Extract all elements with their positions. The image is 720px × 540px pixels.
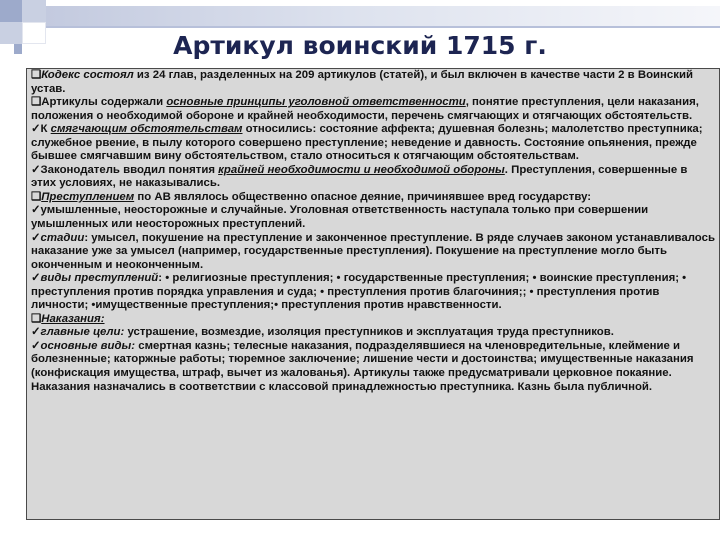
checkmark-bullet-icon: ✓ <box>31 204 41 217</box>
checkmark-bullet-icon: ✓ <box>31 231 41 244</box>
header-gradient-bar <box>46 6 720 26</box>
body-text: : • религиозные преступления; • государственные преступления; • воинские преступления; • преступления против порядка управления и суда; • преступления против благочиния;; • преступления против личности; •имущественные преступления;• преступления против нравственности. <box>31 272 687 312</box>
paragraph <box>31 232 715 273</box>
checkbox-bullet-icon: ❑ <box>31 190 42 203</box>
paragraph <box>31 272 715 313</box>
emphasized-text: главные цели: <box>40 326 125 339</box>
checkmark-bullet-icon: ✓ <box>31 326 41 339</box>
body-text: . Преступления, совершенные в этих условиях, не наказывались. <box>31 163 688 190</box>
checkmark-bullet-icon: ✓ <box>31 163 41 176</box>
paragraph <box>31 123 715 164</box>
checkmark-bullet-icon: ✓ <box>31 339 41 352</box>
body-text: из 24 глав, разделенных на 209 артикулов (статей), и был включен в качестве части 2 в Воинский устав. <box>31 69 693 95</box>
body-text: , понятие преступления, цели наказания, положения о необходимой обороне и крайней необходимости, перечень смягчающих и отягчающих обстоятельств. <box>31 96 699 122</box>
body-text: устрашение, возмездие, изоляция преступников и эксплуатация труда преступников. <box>124 326 614 339</box>
corner-square-light <box>22 0 46 22</box>
emphasized-text: стадии <box>40 231 85 244</box>
body-text: Законодатель вводил понятия <box>40 163 219 176</box>
emphasized-text: основные принципы уголовной ответственности <box>166 96 466 109</box>
checkbox-bullet-icon: ❑ <box>31 312 42 325</box>
emphasized-text: крайней необходимости и необходимой обороны <box>218 163 505 176</box>
emphasized-text: Преступлением <box>41 190 135 203</box>
checkbox-bullet-icon: ❑ <box>31 96 42 109</box>
body-text: смертная казнь; телесные наказания, подразделявшиеся на членовредительные, клеймение и болезненные; каторжные работы; тюремное заключение; лишение чести и достоинства; имущественные наказания (конфискация имущества, штраф, вычет из жалованья). Артикулы также предусматривали церковное покаяние. Наказания назначались в соответствии с классовой принадлежностью преступника. Казнь была публичной. <box>31 339 694 393</box>
paragraph <box>31 340 715 394</box>
body-text: Артикулы содержали <box>41 96 167 109</box>
content-text-box <box>26 68 720 520</box>
paragraph <box>31 96 715 123</box>
paragraph <box>31 326 715 340</box>
emphasized-text: Наказания: <box>41 312 105 325</box>
slide-title: Артикул воинский 1715 г. <box>173 31 547 60</box>
emphasized-text: Кодекс состоял <box>41 69 134 81</box>
body-text: относились: состояние аффекта; душевная болезнь; малолетство преступника; служебное рвение, в пылу которого совершено преступление; неведение и давность. Состояние опьянения, прежде бывшее смягчавшим вину обстоятельством, стало относиться к отягчающим обстоятельствам. <box>31 123 703 163</box>
corner-square-dark <box>0 0 22 22</box>
body-text: по АВ являлось общественно опасное деяние, причинявшее вред государству: <box>134 190 592 203</box>
paragraph <box>31 204 715 231</box>
paragraph <box>31 164 715 191</box>
body-text: : умысел, покушение на преступление и законченное преступление. В ряде случаев законом устанавливалось наказание уже за умысел (например, государственные преступления). Покушение на преступление могло быть оконченным и неоконченным. <box>31 231 715 271</box>
paragraph <box>31 313 715 327</box>
emphasized-text: смягчающим обстоятельствам <box>50 123 243 136</box>
emphasized-text: виды преступлений <box>40 272 159 285</box>
checkmark-bullet-icon: ✓ <box>31 123 41 136</box>
body-text: К <box>40 123 51 136</box>
body-text: умышленные, неосторожные и случайные. Уголовная ответственность наступала только при совершении умышленных или неосторожных преступлений. <box>31 204 649 231</box>
checkmark-bullet-icon: ✓ <box>31 272 41 285</box>
paragraph <box>31 191 715 205</box>
paragraph <box>31 69 715 96</box>
emphasized-text: основные виды: <box>40 339 136 352</box>
checkbox-bullet-icon: ❑ <box>31 69 42 81</box>
